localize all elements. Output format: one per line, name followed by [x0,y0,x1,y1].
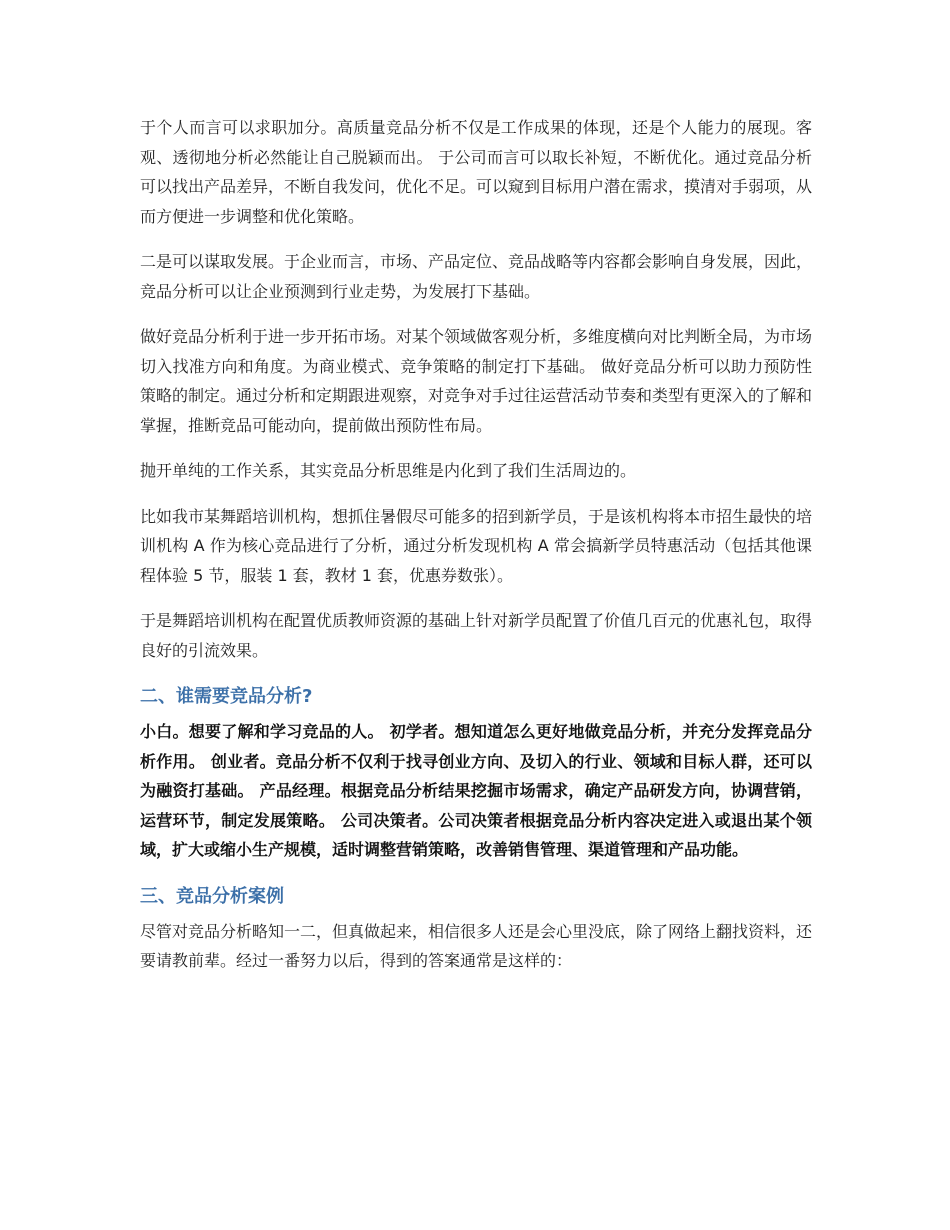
paragraph-development: 二是可以谋取发展。于企业而言，市场、产品定位、竞品战略等内容都会影响自身发展，因此，竞品分析可以让企业预测到行业走势，为发展打下基础。 [140,252,813,301]
paragraph-dance-result: 于是舞蹈培训机构在配置优质教师资源的基础上针对新学员配置了价值几百元的优惠礼包，取得良好的引流效果。 [140,611,813,660]
paragraph-life: 抛开单纯的工作关系，其实竞品分析思维是内化到了我们生活周边的。 [140,461,637,480]
paragraph-cases: 尽管对竞品分析略知一二，但真做起来，相信很多人还是会心里没底，除了网络上翻找资料，还要请教前辈。经过一番努力以后，得到的答案通常是这样的： [140,921,813,970]
paragraph-market: 做好竞品分析利于进一步开拓市场。对某个领域做客观分析，多维度横向对比判断全局，为市场切入找准方向和角度。为商业模式、竞争策略的制定打下基础。 做好竞品分析可以助力预防性策略的制定。通过分析和定期跟进观察，对竞争对手过往运营活动节奏和类型有更深入的了解和掌握，推断竞品可能动向，提前做出预防性布局。 [140,327,813,435]
document-page [140,113,812,992]
section-heading-cases: 三、竞品分析案例 [140,885,284,907]
paragraph-career-benefit: 于个人而言可以求职加分。高质量竞品分析不仅是工作成果的体现，还是个人能力的展现。客观、透彻地分析必然能让自己脱颖而出。 于公司而言可以取长补短，不断优化。通过竞品分析可以找出产品差异，不断自我发问，优化不足。可以窥到目标用户潜在需求，摸清对手弱项，从而方便进一步调整和优化策略。 [140,118,813,226]
paragraph-who-needs: 小白。想要了解和学习竞品的人。 初学者。想知道怎么更好地做竞品分析，并充分发挥竞品分析作用。 创业者。竞品分析不仅利于找寻创业方向、及切入的行业、领域和目标人群，还可以为融资打基础。 产品经理。根据竞品分析结果挖掘市场需求，确定产品研发方向，协调营销，运营环节，制定发展策略。 公司决策者。公司决策者根据竞品分析内容决定进入或退出某个领域，扩大或缩小生产规模，适时调整营销策略，改善销售管理、渠道管理和产品功能。 [140,722,812,859]
paragraph-dance-example: 比如我市某舞蹈培训机构，想抓住暑假尽可能多的招到新学员，于是该机构将本市招生最快的培训机构 A 作为核心竞品进行了分析，通过分析发现机构 A 常会搞新学员特惠活动（包括其他课程体验 5 节，服装 1 套，教材 1 套，优惠券数张）。 [140,506,813,585]
section-heading-who-needs: 二、谁需要竞品分析? [140,686,313,707]
